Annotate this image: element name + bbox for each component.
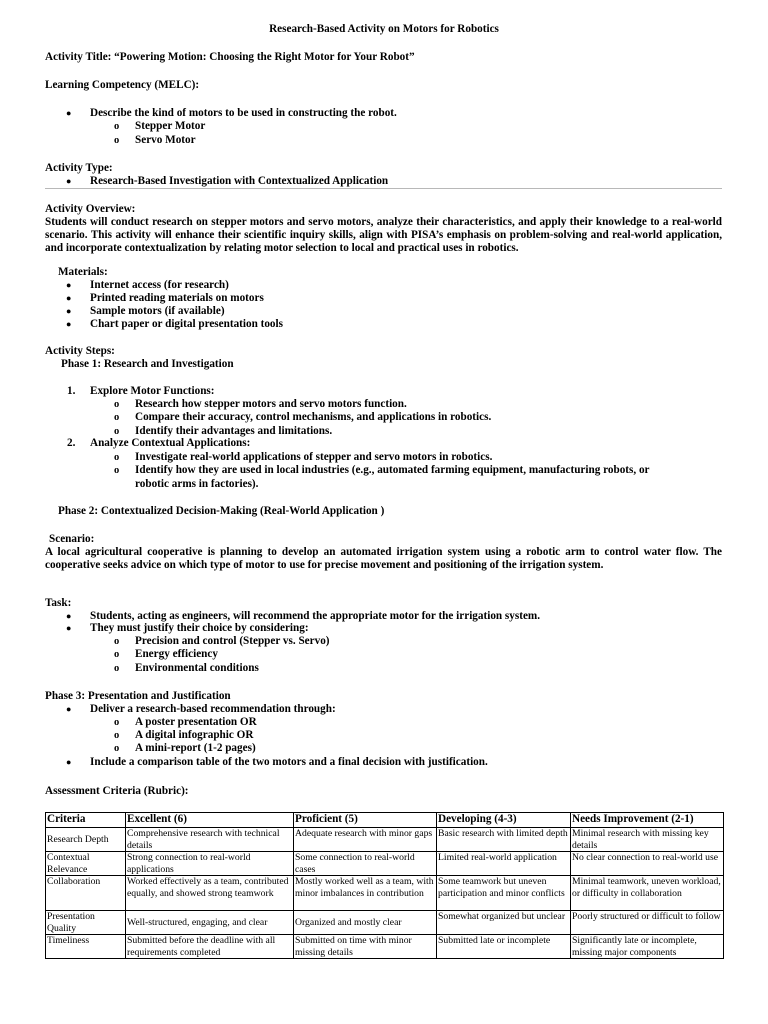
materials-item: Printed reading materials on motors <box>90 292 264 304</box>
task-item: They must justify their choice by considering: <box>90 622 309 634</box>
rubric-column-header: Criteria <box>46 813 126 828</box>
step-number: 1. <box>67 385 76 397</box>
circle-bullet: o <box>114 412 120 423</box>
phase1-title: Phase 1: Research and Investigation <box>61 358 234 370</box>
rubric-column-header: Excellent (6) <box>126 813 294 828</box>
step1-subitem: Research how stepper motors and servo motors function. <box>135 398 407 410</box>
phase3-item: Include a comparison table of the two motors and a final decision with justification. <box>90 756 488 768</box>
scenario-heading: Scenario: <box>49 533 95 545</box>
circle-bullet: o <box>114 743 120 754</box>
circle-bullet: o <box>114 730 120 741</box>
consideration-item: Environmental conditions <box>135 662 259 674</box>
bullet-dot: ● <box>66 319 72 329</box>
circle-bullet: o <box>114 663 120 674</box>
competency-item: Describe the kind of motors to be used in constructing the robot. <box>90 107 397 119</box>
scenario-text: A local agricultural cooperative is planning to develop an automated irrigation system using a robotic arm to control water flow. The cooperative seeks advice on which type of motor to use for precise movement and positioning of the irrigation system. <box>45 546 722 571</box>
table-row <box>46 935 724 959</box>
materials-item: Sample motors (if available) <box>90 305 225 317</box>
table-row <box>46 852 724 876</box>
phase3-item: Deliver a research-based recommendation through: <box>90 703 336 715</box>
rubric-cell: Some teamwork but uneven participation and minor conflicts <box>437 876 571 911</box>
step2-subitem: Investigate real-world applications of stepper and servo motors in robotics. <box>135 451 493 463</box>
rubric-cell: Mostly worked well as a team, with minor imbalances in contribution <box>294 876 437 911</box>
circle-bullet: o <box>114 135 120 146</box>
overview-heading: Activity Overview: <box>45 203 136 215</box>
rubric-criterion: Presentation Quality <box>46 911 126 935</box>
phase3-title: Phase 3: Presentation and Justification <box>45 690 231 702</box>
materials-item: Chart paper or digital presentation tools <box>90 318 283 330</box>
step1-subitem: Identify their advantages and limitations. <box>135 425 333 437</box>
rubric-cell: Poorly structured or difficult to follow <box>571 911 724 935</box>
bullet-dot: ● <box>66 704 72 714</box>
rubric-criterion: Research Depth <box>46 828 126 852</box>
rubric-cell: Some connection to real-world cases <box>294 852 437 876</box>
circle-bullet: o <box>114 465 120 476</box>
document-title: Research-Based Activity on Motors for Robotics <box>269 23 499 35</box>
overview-text: Students will conduct research on stepper motors and servo motors, analyze their characteristics, and apply their knowledge to a real-world scenario. This activity will enhance their scientific inquiry skills, align with PISA’s emphasis on problem-solving and real-world application, and incorporate contextualization by relating motor selection to local and practical uses in robotics. <box>45 216 722 254</box>
consideration-item: Energy efficiency <box>135 648 218 660</box>
step2-subitem: Identify how they are used in local industries (e.g., automated farming equipment, manufacturing robots, or <box>135 464 650 476</box>
rubric-cell: Somewhat organized but unclear <box>437 911 571 935</box>
rubric-cell: Organized and mostly clear <box>294 911 437 935</box>
competency-subitem: Stepper Motor <box>135 120 206 132</box>
rubric-criterion: Contextual Relevance <box>46 852 126 876</box>
presentation-option: A poster presentation OR <box>135 716 257 728</box>
step2-subitem-continued: robotic arms in factories). <box>135 478 259 490</box>
bullet-dot: ● <box>66 623 72 633</box>
rubric-criterion: Collaboration <box>46 876 126 911</box>
rubric-cell: Submitted on time with minor missing details <box>294 935 437 959</box>
rubric-cell: Significantly late or incomplete, missing major components <box>571 935 724 959</box>
divider <box>45 188 722 189</box>
step-number: 2. <box>67 437 76 449</box>
materials-item: Internet access (for research) <box>90 279 229 291</box>
bullet-dot: ● <box>66 306 72 316</box>
task-heading: Task: <box>45 597 72 609</box>
circle-bullet: o <box>114 636 120 647</box>
competency-heading: Learning Competency (MELC): <box>45 79 200 91</box>
rubric-cell: Basic research with limited depth <box>437 828 571 852</box>
rubric-cell: Strong connection to real-world applications <box>126 852 294 876</box>
activity-type-heading: Activity Type: <box>45 162 113 174</box>
circle-bullet: o <box>114 121 120 132</box>
activity-title: Activity Title: “Powering Motion: Choosing the Right Motor for Your Robot” <box>45 51 415 63</box>
rubric-cell: No clear connection to real-world use <box>571 852 724 876</box>
rubric-cell: Submitted late or incomplete <box>437 935 571 959</box>
table-row <box>46 911 724 935</box>
competency-subitem: Servo Motor <box>135 134 196 146</box>
rubric-criterion: Timeliness <box>46 935 126 959</box>
bullet-dot: ● <box>66 108 72 118</box>
rubric-header-row <box>46 813 724 828</box>
bullet-dot: ● <box>66 293 72 303</box>
activity-type-item: Research-Based Investigation with Contextualized Application <box>90 175 389 187</box>
rubric-heading: Assessment Criteria (Rubric): <box>45 785 189 797</box>
rubric-column-header: Proficient (5) <box>294 813 437 828</box>
rubric-cell: Comprehensive research with technical details <box>126 828 294 852</box>
table-row <box>46 828 724 852</box>
rubric-cell: Well-structured, engaging, and clear <box>126 911 294 935</box>
step1-subitem: Compare their accuracy, control mechanisms, and applications in robotics. <box>135 411 492 423</box>
circle-bullet: o <box>114 452 120 463</box>
bullet-dot: ● <box>66 176 72 186</box>
materials-heading: Materials: <box>58 266 108 278</box>
rubric-cell: Minimal research with missing key details <box>571 828 724 852</box>
phase2-title: Phase 2: Contextualized Decision-Making (Real-World Application ) <box>58 505 385 517</box>
consideration-item: Precision and control (Stepper vs. Servo) <box>135 635 330 647</box>
bullet-dot: ● <box>66 611 72 621</box>
steps-heading: Activity Steps: <box>45 345 115 357</box>
circle-bullet: o <box>114 426 120 437</box>
step2-label: Analyze Contextual Applications: <box>90 437 251 449</box>
table-row <box>46 876 724 911</box>
rubric-column-header: Developing (4-3) <box>437 813 571 828</box>
step1-label: Explore Motor Functions: <box>90 385 215 397</box>
circle-bullet: o <box>114 649 120 660</box>
rubric-column-header: Needs Improvement (2-1) <box>571 813 724 828</box>
task-item: Students, acting as engineers, will recommend the appropriate motor for the irrigation system. <box>90 610 541 622</box>
bullet-dot: ● <box>66 757 72 767</box>
circle-bullet: o <box>114 399 120 410</box>
rubric-cell: Submitted before the deadline with all requirements completed <box>126 935 294 959</box>
rubric-cell: Adequate research with minor gaps <box>294 828 437 852</box>
rubric-cell: Limited real-world application <box>437 852 571 876</box>
circle-bullet: o <box>114 717 120 728</box>
rubric-cell: Worked effectively as a team, contributed equally, and showed strong teamwork <box>126 876 294 911</box>
presentation-option: A digital infographic OR <box>135 729 254 741</box>
rubric-cell: Minimal teamwork, uneven workload, or difficulty in collaboration <box>571 876 724 911</box>
rubric-table <box>45 812 724 959</box>
bullet-dot: ● <box>66 280 72 290</box>
presentation-option: A mini-report (1-2 pages) <box>135 742 256 754</box>
